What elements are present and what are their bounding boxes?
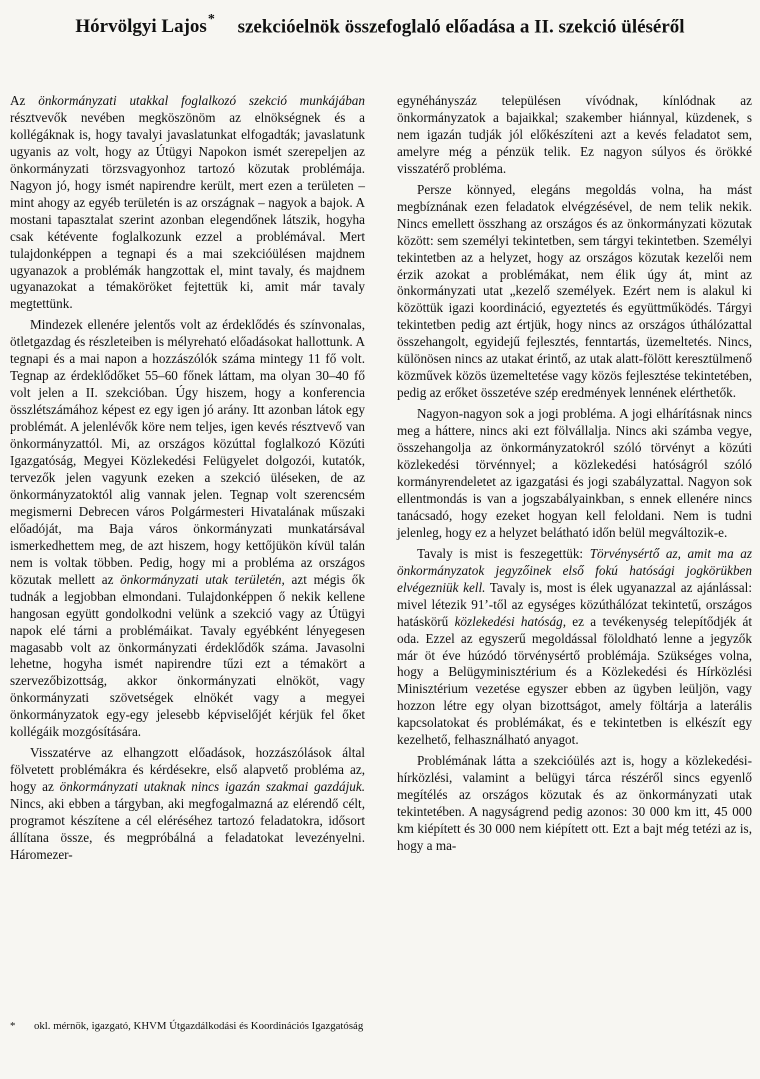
left-column xyxy=(10,93,365,864)
footnote xyxy=(10,1020,752,1032)
paragraph-text: Visszatérve az elhangzott előadások, hozzászólások által fölvetett problémákra és kérdésekre, első alapvető probléma az, hogy az xyxy=(10,745,365,795)
paragraph-text: egynéhányszáz településen vívódnak, kínlódnak az önkormányzatok a bajaikkal; szakember hiánnyal, küzdenek, s nem igazán tudják jól előkészíteni azt a kevés feladatot sem, amelyre még a pénzük telik. Ez nagyon súlyos és örökké visszatérő probléma. xyxy=(397,93,752,176)
paragraph xyxy=(10,745,365,864)
paragraph xyxy=(397,182,752,402)
paragraph xyxy=(397,93,752,178)
footnote-marker: * xyxy=(207,12,215,27)
title-subject: szekcióelnök összefoglaló előadása a II. szekció üléséről xyxy=(237,16,685,38)
paragraph xyxy=(10,93,365,313)
emphasized-text: közlekedési hatóság, xyxy=(454,613,566,629)
paragraph-text: Persze könnyed, elegáns megoldás volna, ha mást megbíznának ezen feladatok elvégzésével, de nem telik nekik. Nincs emellett összhang az országos és az önkormányzati közutak között: sem személyi tekintetben, sem tárgyi tekintetben. Személyi tekintetben az a helyzet, hogy az országos közutak kezelői nem érzik azokat a problémákat, nem élik úgy át, mint az önkormányzati utat „kezelő személyek. Ezért nem is alakul ki közöttük igazi koordináció, egyeztetés és együttműködés. Tárgyi tekintetben pedig azt értjük, hogy nincs az országos úthálózattal összehangolt, egyidejű fejlesztés, fenntartás, üzemeltetés. Nincs, különösen nincs az utakat érintő, az utak alatt-fölött keresztülmenő közművek közös üzemeltetése vagy közös fejlesztése tekintetében, pedig az erőket összetéve szép eredmények lennének elérthetők. xyxy=(397,181,752,401)
paragraph-text: azt mégis ők tudnák a legjobban elmondani. Tulajdonképpen ő nekik kellene hangosan együtt gondolkodni velünk a szekció vagy az Útügyi napok elé tárni a problémáikat. Tavaly egyébként lényegesen magasabb volt az önkormányzati érdeklődők száma. Javasolni lehetne, hogyha ismét napirendre tűzi ezt a témakört a szervezőbizottság, akkor önkormányzati elnököt, vagy önkormányzati szövetségek elnökét vagy a megyei önkormányzatok egy-egy jelesebb képviselőjét kérjük fel őket kollégáik mozgósítására. xyxy=(10,571,365,740)
footnote-mark: * xyxy=(10,1020,16,1032)
emphasized-text: Törvénysértő az, amit ma az önkormányzatok jegyzőinek első fokú hatósági jogkörükben elvégezniük kell. xyxy=(397,545,752,595)
page-title xyxy=(0,14,760,38)
paragraph-text: Nincs, aki ebben a tárgyban, aki megfogalmazná az elérendő célt, programot készítene a cél eléréséhez tartozó feladatokra, idősort állítana össze, és megpróbálná a feladatokat levezényelni. Háromezer- xyxy=(10,796,365,862)
paragraph-text: ez a tevékenység telepítődjék át oda. Ezzel az egyszerű megoldással föloldható lenne a jegyzők már öt éve húzódó törvénysértő problémája. Szükséges volna, hogy a Belügyminisztérium és a Közlekedési és Hírközlési Minisztérium vezetése egyszer ebben az ügyben leüljön, vagy hozzon létre egy olyan bizottságot, amely föltárja a laterális kapcsolatokat és problémákat, és e tekintetben is elkészít egy kezelhető, felhasználható anyagot. xyxy=(397,613,753,748)
paragraph xyxy=(397,546,752,749)
paragraph-text: résztvevők nevében megköszönöm az elnökségnek és a kollégáknak is, hogy tavalyi javaslatunkat elfogadták; javaslatunk ugyanis az volt, hogy az Útügyi Napokon ismét szerepeljen az önkormányzati törzsvagyonhoz tartozó közutak problémája. Nagyon jó, hogy ismét napirendre került, mert ezen a területen – mint ahogy az egyéb területén is az országnak – nagyok a bajok. A mostani tapasztalat szerint azonban elegendőnek látszik, hogyha csak kétévente foglalkozunk ezzel a problémával. Mert tulajdonképpen a tegnapi és a mai szekcióülésen majdnem ugyanazok a problémák hangzottak el, mint tavaly, és majdnem ugyanazokat a témaköröket fejtettük ki, amit már tavaly megtettünk. xyxy=(10,109,365,312)
footnote-text: okl. mérnök, igazgató, KHVM Útgazdálkodási és Koordinációs Igazgatóság xyxy=(34,1020,364,1032)
article-body xyxy=(10,93,752,864)
paragraph-text: Az xyxy=(10,93,39,108)
emphasized-text: önkormányzati utaknak nincs igazán szakmai gazdájuk. xyxy=(59,779,365,795)
paragraph xyxy=(397,753,752,855)
paragraph xyxy=(10,317,365,741)
paragraph-text: Tavaly is mist is feszegettük: xyxy=(417,545,590,561)
emphasized-text: önkormányzati utakkal foglalkozó szekció munkájában xyxy=(38,93,365,108)
author-name: Hórvölgyi Lajos* xyxy=(75,12,215,38)
paragraph-text: Tavaly is, most is élek ugyanazzal az ajánlással: mivel létezik 91’-től az egységes közúthálózat tekintetű, országos hatáskörű xyxy=(397,579,752,629)
right-column xyxy=(397,93,752,864)
paragraph xyxy=(397,406,752,542)
paragraph-text: Nagyon-nagyon sok a jogi probléma. A jogi elhárításnak nincs meg a háttere, nincs aki ezt fölvállalja. Nincs aki számba vegye, összehangolja az önkormányzatokról szóló törvényt a közúti közlekedési törvénnyel; a közlekedési hatóságról szóló kormányrendeletet az igazgatási és jogi szabályzattal. Nagyon sok ellentmondás is van a jogszabályainkban, s ennek ellenére nincs tanácsadó, hogy ezeket hogyan kell feloldani. Nem is tudni jelenleg, hogy ez a helyzet belátható időn belül megváltozik-e. xyxy=(397,406,752,540)
paragraph-text: Mindezek ellenére jelentős volt az érdeklődés és színvonalas, ötletgazdag és részleteiben is mélyreható előadásokat hallottunk. A tegnapi és a mai napon a hozzászólók száma mintegy 11 fő volt. Tegnap az érdeklődőket 55–60 főnek láttam, ma olyan 30–40 fő volt jelen a II. szekcióban. Úgy hiszem, hogy a konferencia összlétszámához képest ez egy igen jó arány. Itt azonban látok egy problémát. A jelenlévők köre nem teljes, igen kevés résztvevő van önkormányzattól. Mi, az országos közúttal foglalkozó Közúti Igazgatóság, Megyei Közlekedési Felügyelet dolgozói, kutatók, tervezők jelen vagyunk ezeken a szekció üléseken, de az önkormányzatoktól alig vannak jelen. Tegnap volt szerencsém megismerni Debrecen város Polgármesteri Hivatalának műszaki előadóját, ma Baja város önkormányzati munkatársával ismerkedhettem meg, de azt hiszem, hogy kettőjükön kívül talán nem is voltak többen. Pedig, hogy mi a probléma az országos közutak mellett az xyxy=(10,317,365,587)
emphasized-text: önkormányzati utak területén, xyxy=(120,571,285,587)
paragraph-text: Problémának látta a szekcióülés azt is, hogy a közlekedési-hírközlési, valamint a belügyi tárca részéről sincs egyenlő megítélés az országos közutak és az önkormányzati utak tekintetében. A nagyságrend pedig azonos: 30 000 km itt, 45 000 km kiépített és 30 000 nem kiépített ott. Ezt a bajt még tetézi az is, hogy a ma- xyxy=(397,753,752,853)
